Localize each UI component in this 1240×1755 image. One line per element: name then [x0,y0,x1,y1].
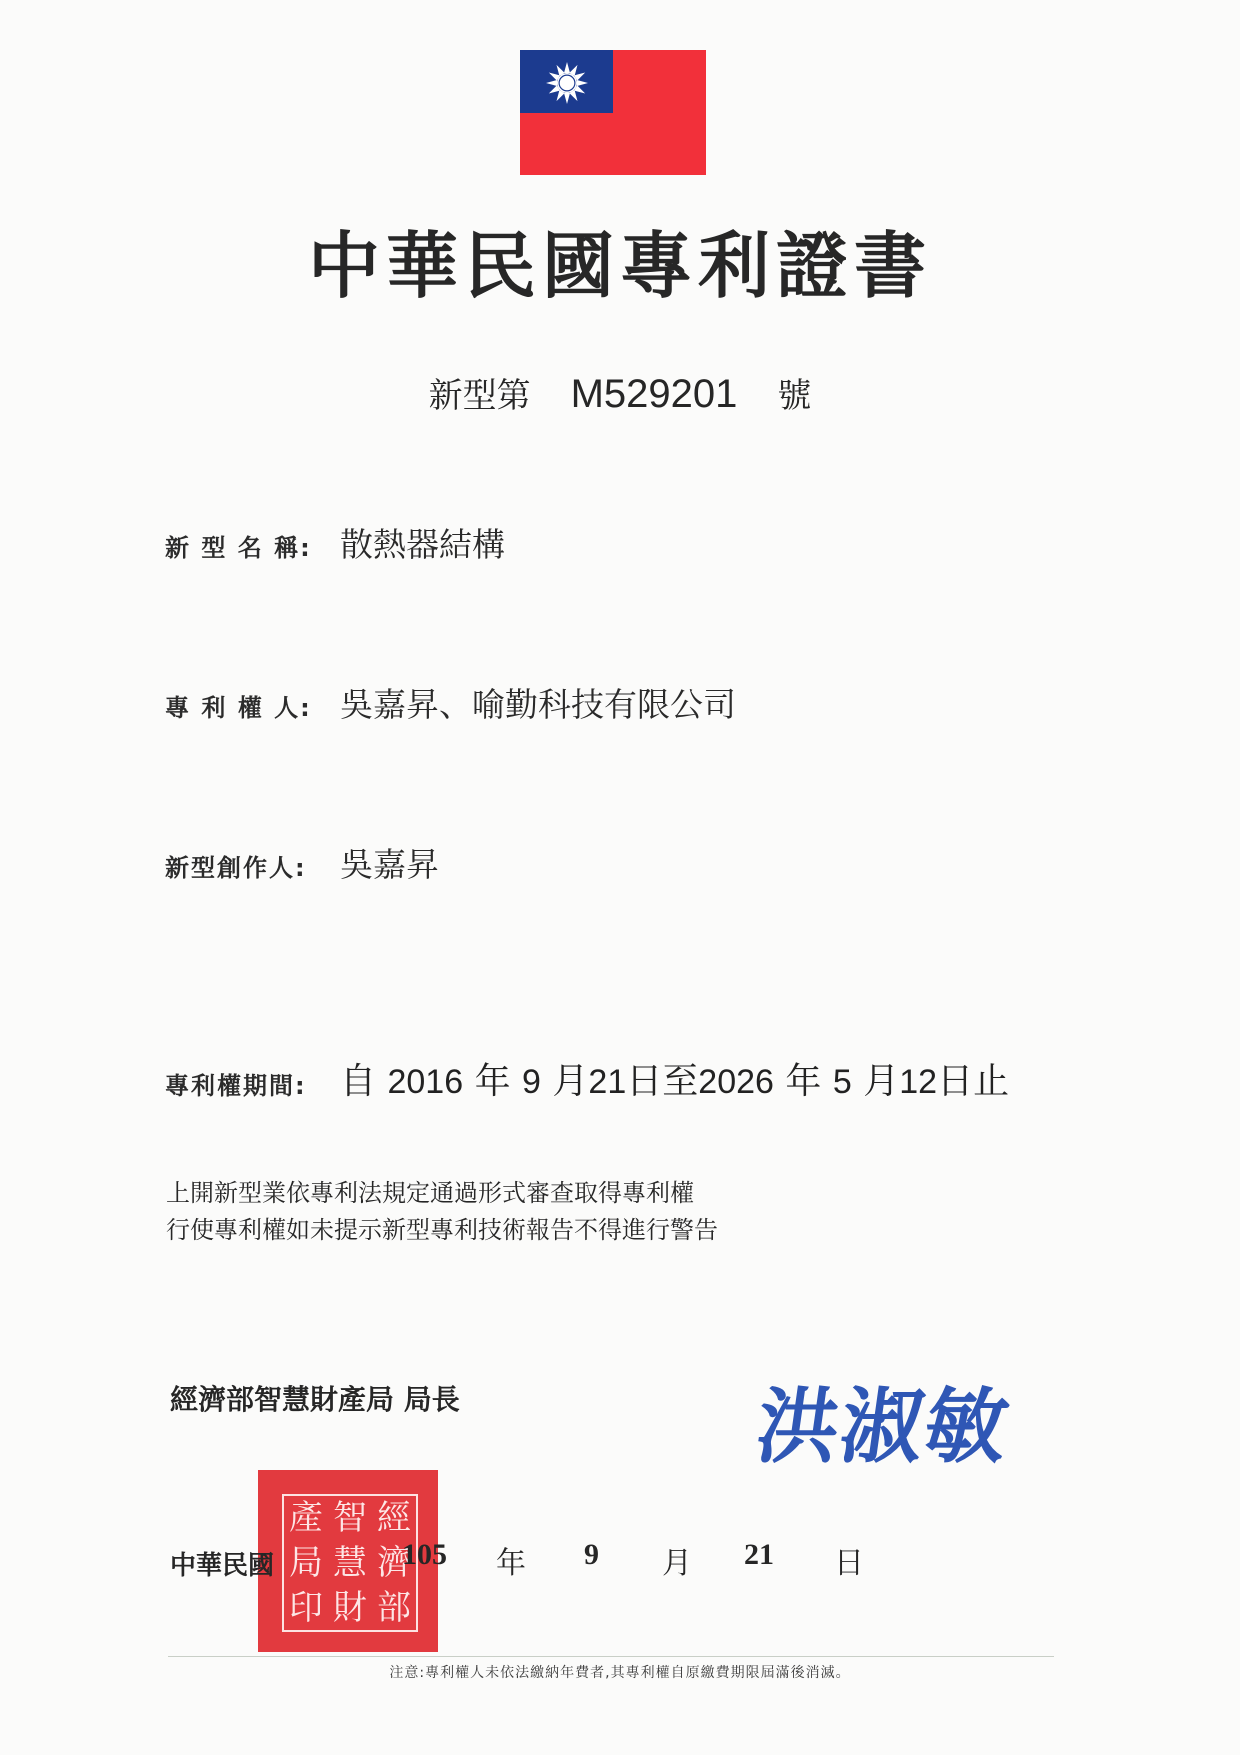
footer-divider [168,1656,1054,1657]
term-year-word: 年 [474,1061,511,1102]
term-start-day: 21 [588,1063,627,1101]
seal-char: 部 [377,1587,411,1628]
flag-emblem [520,50,706,175]
term-end-day: 12 [899,1063,938,1101]
name-label: 新 型 名 稱: [165,534,312,562]
term-end-word: 日止 [937,1061,1010,1102]
term-day-word: 日 [626,1061,663,1102]
seal-char: 慧 [333,1542,367,1583]
notice-line-2: 行使專利權如未提示新型專利技術報告不得進行警告 [166,1216,718,1244]
issue-year: 105 [402,1538,447,1571]
term-label: 專利權期間: [165,1072,307,1100]
white-sun-icon [545,61,589,105]
seal-column-2 [328,1496,372,1630]
certificate-title: 中華民國專利證書 [307,223,932,308]
issue-day: 21 [744,1538,774,1571]
issue-day-word: 日 [834,1546,864,1581]
seal-frame [282,1494,418,1632]
seal-char: 財 [333,1587,367,1628]
term-end-month: 5 [832,1063,852,1101]
term-month-word-2: 月 [863,1061,900,1102]
term-start-month: 9 [522,1063,541,1101]
owner-label: 專 利 權 人: [165,694,312,722]
seal-char: 經 [377,1498,411,1539]
notice-line-1: 上開新型業依專利法規定通過形式審查取得專利權 [166,1179,694,1207]
issuing-office: 經濟部智慧財產局 局長 [170,1383,460,1416]
issue-month: 9 [584,1538,599,1571]
seal-char: 智 [333,1498,367,1539]
term-start-year: 2016 [387,1063,464,1101]
director-signature: 洪淑敏 [750,1379,1016,1475]
certificate-number: M529201 [570,372,738,416]
term-end-year: 2026 [698,1063,774,1101]
issue-year-word: 年 [496,1546,526,1581]
seal-char: 印 [289,1587,323,1628]
term-value [340,1053,1009,1104]
term-to: 至 [662,1061,699,1102]
seal-char: 產 [289,1498,323,1539]
seal-char: 濟 [377,1542,411,1583]
term-year-word-2: 年 [785,1061,822,1102]
issue-date-prefix: 中華民國 [170,1551,275,1581]
issue-month-word: 月 [662,1546,692,1581]
creator-label: 新型創作人: [165,854,307,882]
number-prefix: 新型第 [428,376,531,416]
certificate-number-line [0,368,1240,417]
owner-value: 吳嘉昇、喻勤科技有限公司 [340,685,736,724]
seal-char: 局 [289,1542,323,1583]
name-value: 散熱器結構 [340,525,505,564]
footer-note: 注意:專利權人未依法繳納年費者,其專利權自原繳費期限屆滿後消滅。 [389,1665,851,1681]
creator-value: 吳嘉昇 [340,845,439,884]
number-suffix: 號 [777,376,812,416]
term-month-word: 月 [552,1061,589,1102]
term-from: 自 [340,1061,377,1102]
seal-column-3 [284,1496,328,1630]
